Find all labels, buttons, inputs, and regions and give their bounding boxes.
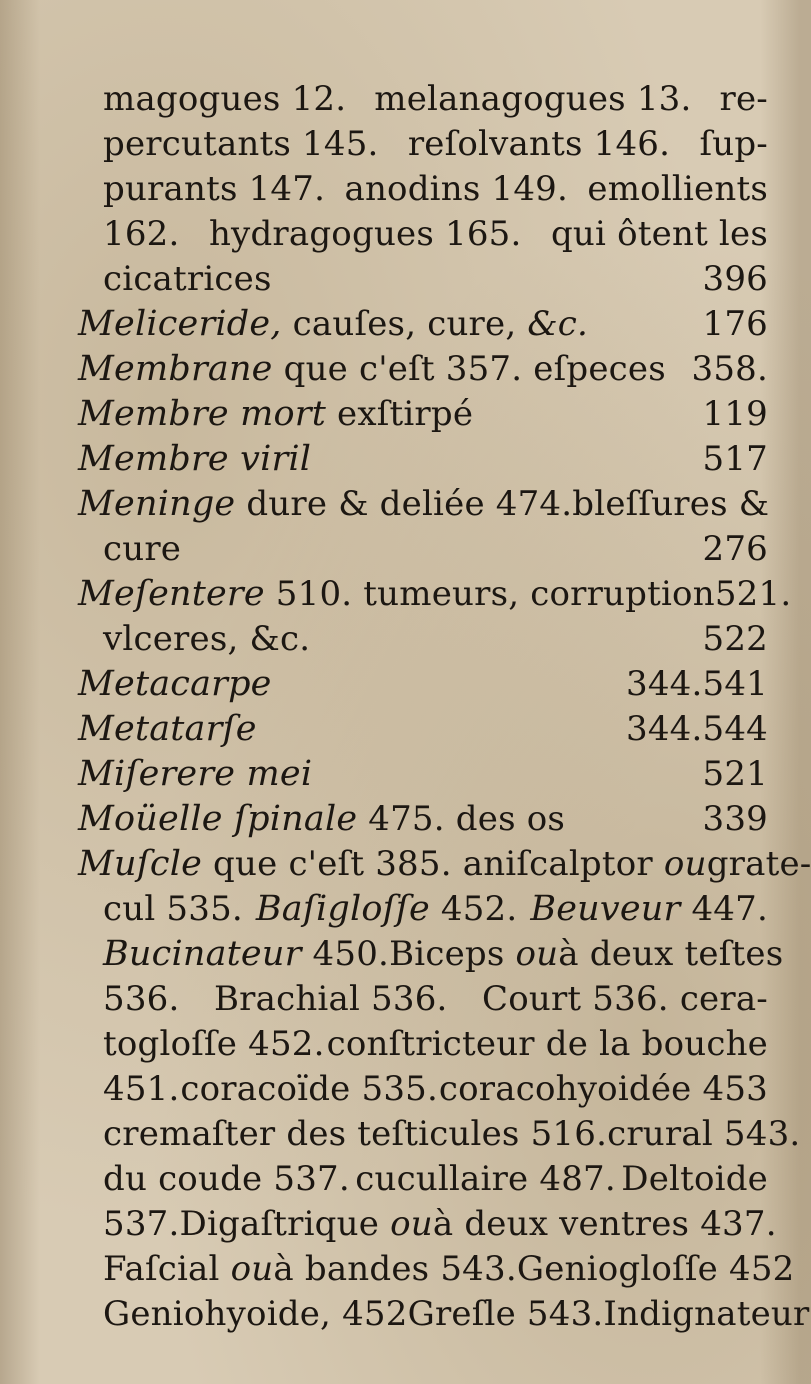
page-ref: 176	[702, 304, 768, 344]
line-23-part-b: coracoïde 535.	[180, 1069, 439, 1109]
entry-text: 510. tumeurs, corruption	[264, 574, 715, 614]
line-20-part-a: 450.	[312, 934, 390, 974]
line-13-part-a: vlceres, &c.	[103, 619, 311, 659]
line-5-part-a: cicatrices	[103, 259, 272, 299]
line-23-part-c: coracohyoidée 453	[438, 1069, 768, 1109]
line-23-part-a: 451.	[103, 1069, 180, 1109]
entry-term: Metacarpe	[78, 664, 272, 704]
entry-term: Meſentere	[78, 574, 265, 614]
entry-term: Moüelle ſpinale	[78, 799, 358, 839]
line-22-part-a: togloſſe 452.	[103, 1024, 325, 1064]
page-ref: 344.544	[626, 709, 768, 749]
line-4-part-a: 162.	[103, 214, 180, 254]
text-line-28	[103, 1285, 810, 1343]
line-27-part-b: à bandes 543.	[273, 1249, 517, 1289]
entry-text: dure & deliée 474.	[235, 484, 573, 524]
line-28-part-b: Greſle 543.	[407, 1294, 604, 1334]
ou-mark: ou	[515, 934, 559, 974]
page-ref: 517	[702, 439, 768, 479]
entry-text: exſtirpé	[325, 394, 474, 434]
entry-text-end: grate-	[706, 844, 811, 884]
subentry-bucinateur: Bucinateur	[103, 934, 302, 974]
line-3-part-b: anodins 149.	[344, 169, 569, 209]
entry-text: 475. des os	[357, 799, 566, 839]
page-ref: 521	[702, 754, 768, 794]
line-2-part-c: ſup-	[699, 124, 768, 164]
line-1-part-c: re-	[719, 79, 768, 119]
line-21-part-b: Brachial 536.	[213, 979, 448, 1019]
line-20-part-c: à deux teſtes	[558, 934, 784, 974]
line-4-part-c: qui ôtent les	[550, 214, 768, 254]
entry-term: Meninge	[78, 484, 236, 524]
entry-term: Membrane	[78, 349, 273, 389]
line-25-part-a: du coude 537.	[103, 1159, 350, 1199]
ou-mark: ou	[230, 1249, 274, 1289]
entry-text: cauſes, cure,	[281, 304, 528, 344]
page-ref: 276	[702, 529, 768, 569]
line-19-part-c: 447.	[691, 889, 768, 929]
page-ref: 358.	[691, 349, 768, 389]
entry-term: Miſerere mei	[78, 754, 313, 794]
ou-mark: ou	[663, 844, 707, 884]
line-24-part-c: crural 543.	[607, 1114, 801, 1154]
line-21-part-a: 536.	[103, 979, 180, 1019]
line-2-part-a: percutants 145.	[103, 124, 379, 164]
subentry-beuveur: Beuveur	[530, 889, 681, 929]
entry-term: Membre mort	[78, 394, 326, 434]
line-2-part-b: reſolvants 146.	[407, 124, 671, 164]
line-26-part-b: Digaſtrique	[179, 1204, 391, 1244]
line-19-part-b: 452.	[440, 889, 518, 929]
line-11-part-a: cure	[103, 529, 182, 569]
entry-term: Muſcle	[78, 844, 203, 884]
entry-term: Membre viril	[78, 439, 312, 479]
page-ref: 396	[702, 259, 768, 299]
line-25-part-b: cucullaire 487.	[355, 1159, 616, 1199]
line-22-part-c: conſtricteur de la bouche	[326, 1024, 768, 1064]
line-20-part-b: Biceps	[389, 934, 516, 974]
line-3-part-a: purants 147.	[103, 169, 326, 209]
line-19-part-a: cul 535.	[103, 889, 243, 929]
line-4-part-b: hydragogues 165.	[208, 214, 522, 254]
entry-term: Meliceride,	[78, 304, 282, 344]
entry-text: que c'eſt 357. eſpeces	[272, 349, 666, 389]
line-28-part-a: Geniohyoide, 452	[103, 1294, 408, 1334]
line-26-part-c: à deux ventres 437.	[432, 1204, 777, 1244]
line-21-part-c: Court 536. cera-	[482, 979, 768, 1019]
line-1-part-a: magogues 12.	[103, 79, 347, 119]
page-ref: 339	[702, 799, 768, 839]
page-ref: 521.	[714, 574, 792, 614]
line-1-part-b: melanagogues 13.	[374, 79, 692, 119]
line-28-part-c: Indignateur	[603, 1294, 810, 1334]
entry-text-end: bleſſures &	[572, 484, 770, 524]
page-ref: 344.541	[626, 664, 768, 704]
page-ref: 522	[702, 619, 768, 659]
etc-mark: &c.	[527, 304, 589, 344]
line-24-part-a: cremaſter des teſticules 516.	[103, 1114, 608, 1154]
line-27-part-a: Faſcial	[103, 1249, 231, 1289]
ou-mark: ou	[390, 1204, 433, 1244]
page-ref: 119	[702, 394, 768, 434]
line-3-part-c: emollients	[587, 169, 768, 209]
line-25-part-c: Deltoide	[621, 1159, 768, 1199]
line-27-part-c: Geniogloſſe 452	[516, 1249, 795, 1289]
entry-term: Metatarſe	[78, 709, 257, 749]
subentry-basiglosse: Baſigloſſe	[255, 889, 430, 929]
entry-text: que c'eſt 385. aniſcalptor	[202, 844, 664, 884]
line-26-part-a: 537.	[103, 1204, 180, 1244]
